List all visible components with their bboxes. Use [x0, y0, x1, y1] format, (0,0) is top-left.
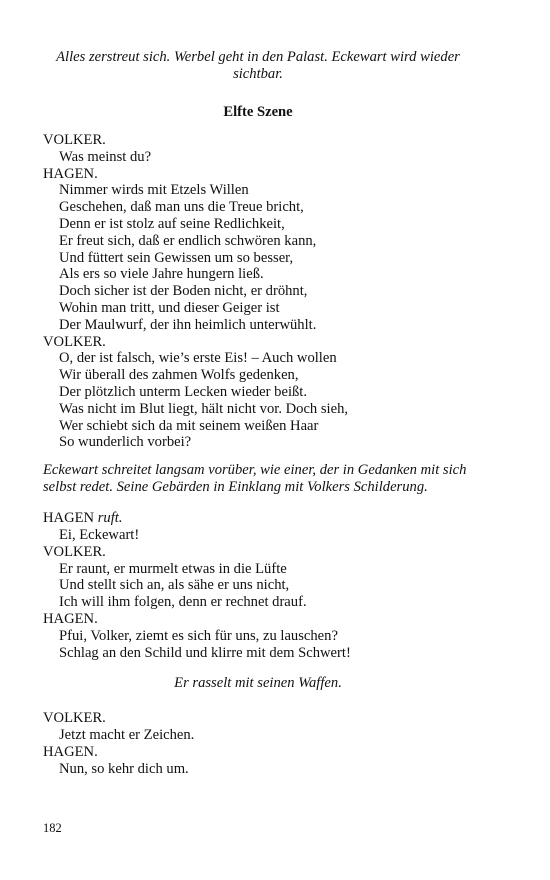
- verse-line: Geschehen, daß man uns die Treue bricht,: [59, 199, 304, 216]
- verse-line: Ich will ihm folgen, denn er rechnet drauf.: [59, 594, 307, 611]
- verse-line: Schlag an den Schild und klirre mit dem Schwert!: [59, 644, 351, 661]
- verse-line: Wer schiebt sich da mit seinem weißen Haar: [59, 417, 319, 434]
- verse-line: O, der ist falsch, wie’s erste Eis! – Auch wollen: [59, 350, 337, 367]
- verse-line: Wohin man tritt, und dieser Geiger ist: [59, 299, 280, 316]
- verse-line: Er freut sich, daß er endlich schwören kann,: [59, 232, 317, 249]
- verse-line: Ei, Eckewart!: [59, 526, 140, 543]
- verse-line: Der Maulwurf, der ihn heimlich unterwühlt.: [59, 316, 317, 333]
- verse-line: Denn er ist stolz auf seine Redlichkeit,: [59, 215, 285, 232]
- verse-line: Und stellt sich an, als sähe er uns nicht,: [59, 577, 290, 594]
- verse-line: Und füttert sein Gewissen um so besser,: [59, 249, 294, 266]
- verse-line: Der plötzlich unterm Lecken wieder beißt.: [59, 383, 307, 400]
- stage-direction-mid: Eckewart schreitet langsam vorüber, wie einer, der in Gedanken mit sich selbst redet. Seine Gebärden in Einklang mit Volkers Schilderung.: [43, 462, 467, 496]
- speaker-direction: ruft.: [97, 510, 123, 527]
- speaker-volker: VOLKER.: [43, 710, 106, 727]
- stage-direction-top: Alles zerstreut sich. Werbel geht in den Palast. Eckewart wird wieder sichtbar.: [56, 49, 460, 82]
- page-content: [43, 49, 473, 778]
- verse-line: Nun, so kehr dich um.: [59, 760, 189, 777]
- dialogue-block-2: [43, 510, 473, 661]
- speaker-hagen: HAGEN.: [43, 165, 98, 182]
- verse-line: Er raunt, er murmelt etwas in die Lüfte: [59, 560, 287, 577]
- verse-line: So wunderlich vorbei?: [59, 434, 192, 451]
- speaker-volker: VOLKER.: [43, 333, 106, 350]
- verse-line: Doch sicher ist der Boden nicht, er dröhnt,: [59, 283, 308, 300]
- speaker-volker: VOLKER.: [43, 132, 106, 148]
- verse-line: Jetzt macht er Zeichen.: [59, 727, 195, 744]
- dialogue-block-1: [43, 132, 473, 451]
- scene-title: Elfte Szene: [223, 104, 293, 120]
- stage-direction-center: Er rasselt mit seinen Waffen.: [174, 675, 342, 692]
- verse-line: Nimmer wirds mit Etzels Willen: [59, 182, 249, 199]
- speaker-name: HAGEN: [43, 510, 95, 527]
- dialogue-block-3: [43, 710, 473, 777]
- page-number: 182: [43, 821, 62, 835]
- verse-line: Was nicht im Blut liegt, hält nicht vor. Doch sieh,: [59, 400, 349, 417]
- speaker-hagen: HAGEN.: [43, 610, 98, 627]
- verse-line: Was meinst du?: [59, 148, 152, 165]
- speaker-hagen: HAGEN.: [43, 743, 98, 760]
- verse-line: Als ers so viele Jahre hungern ließ.: [59, 266, 264, 283]
- verse-line: Wir überall des zahmen Wolfs gedenken,: [59, 367, 299, 384]
- verse-line: Pfui, Volker, ziemt es sich für uns, zu lauschen?: [59, 627, 338, 644]
- speaker-volker: VOLKER.: [43, 543, 106, 560]
- speaker-hagen: [43, 510, 473, 527]
